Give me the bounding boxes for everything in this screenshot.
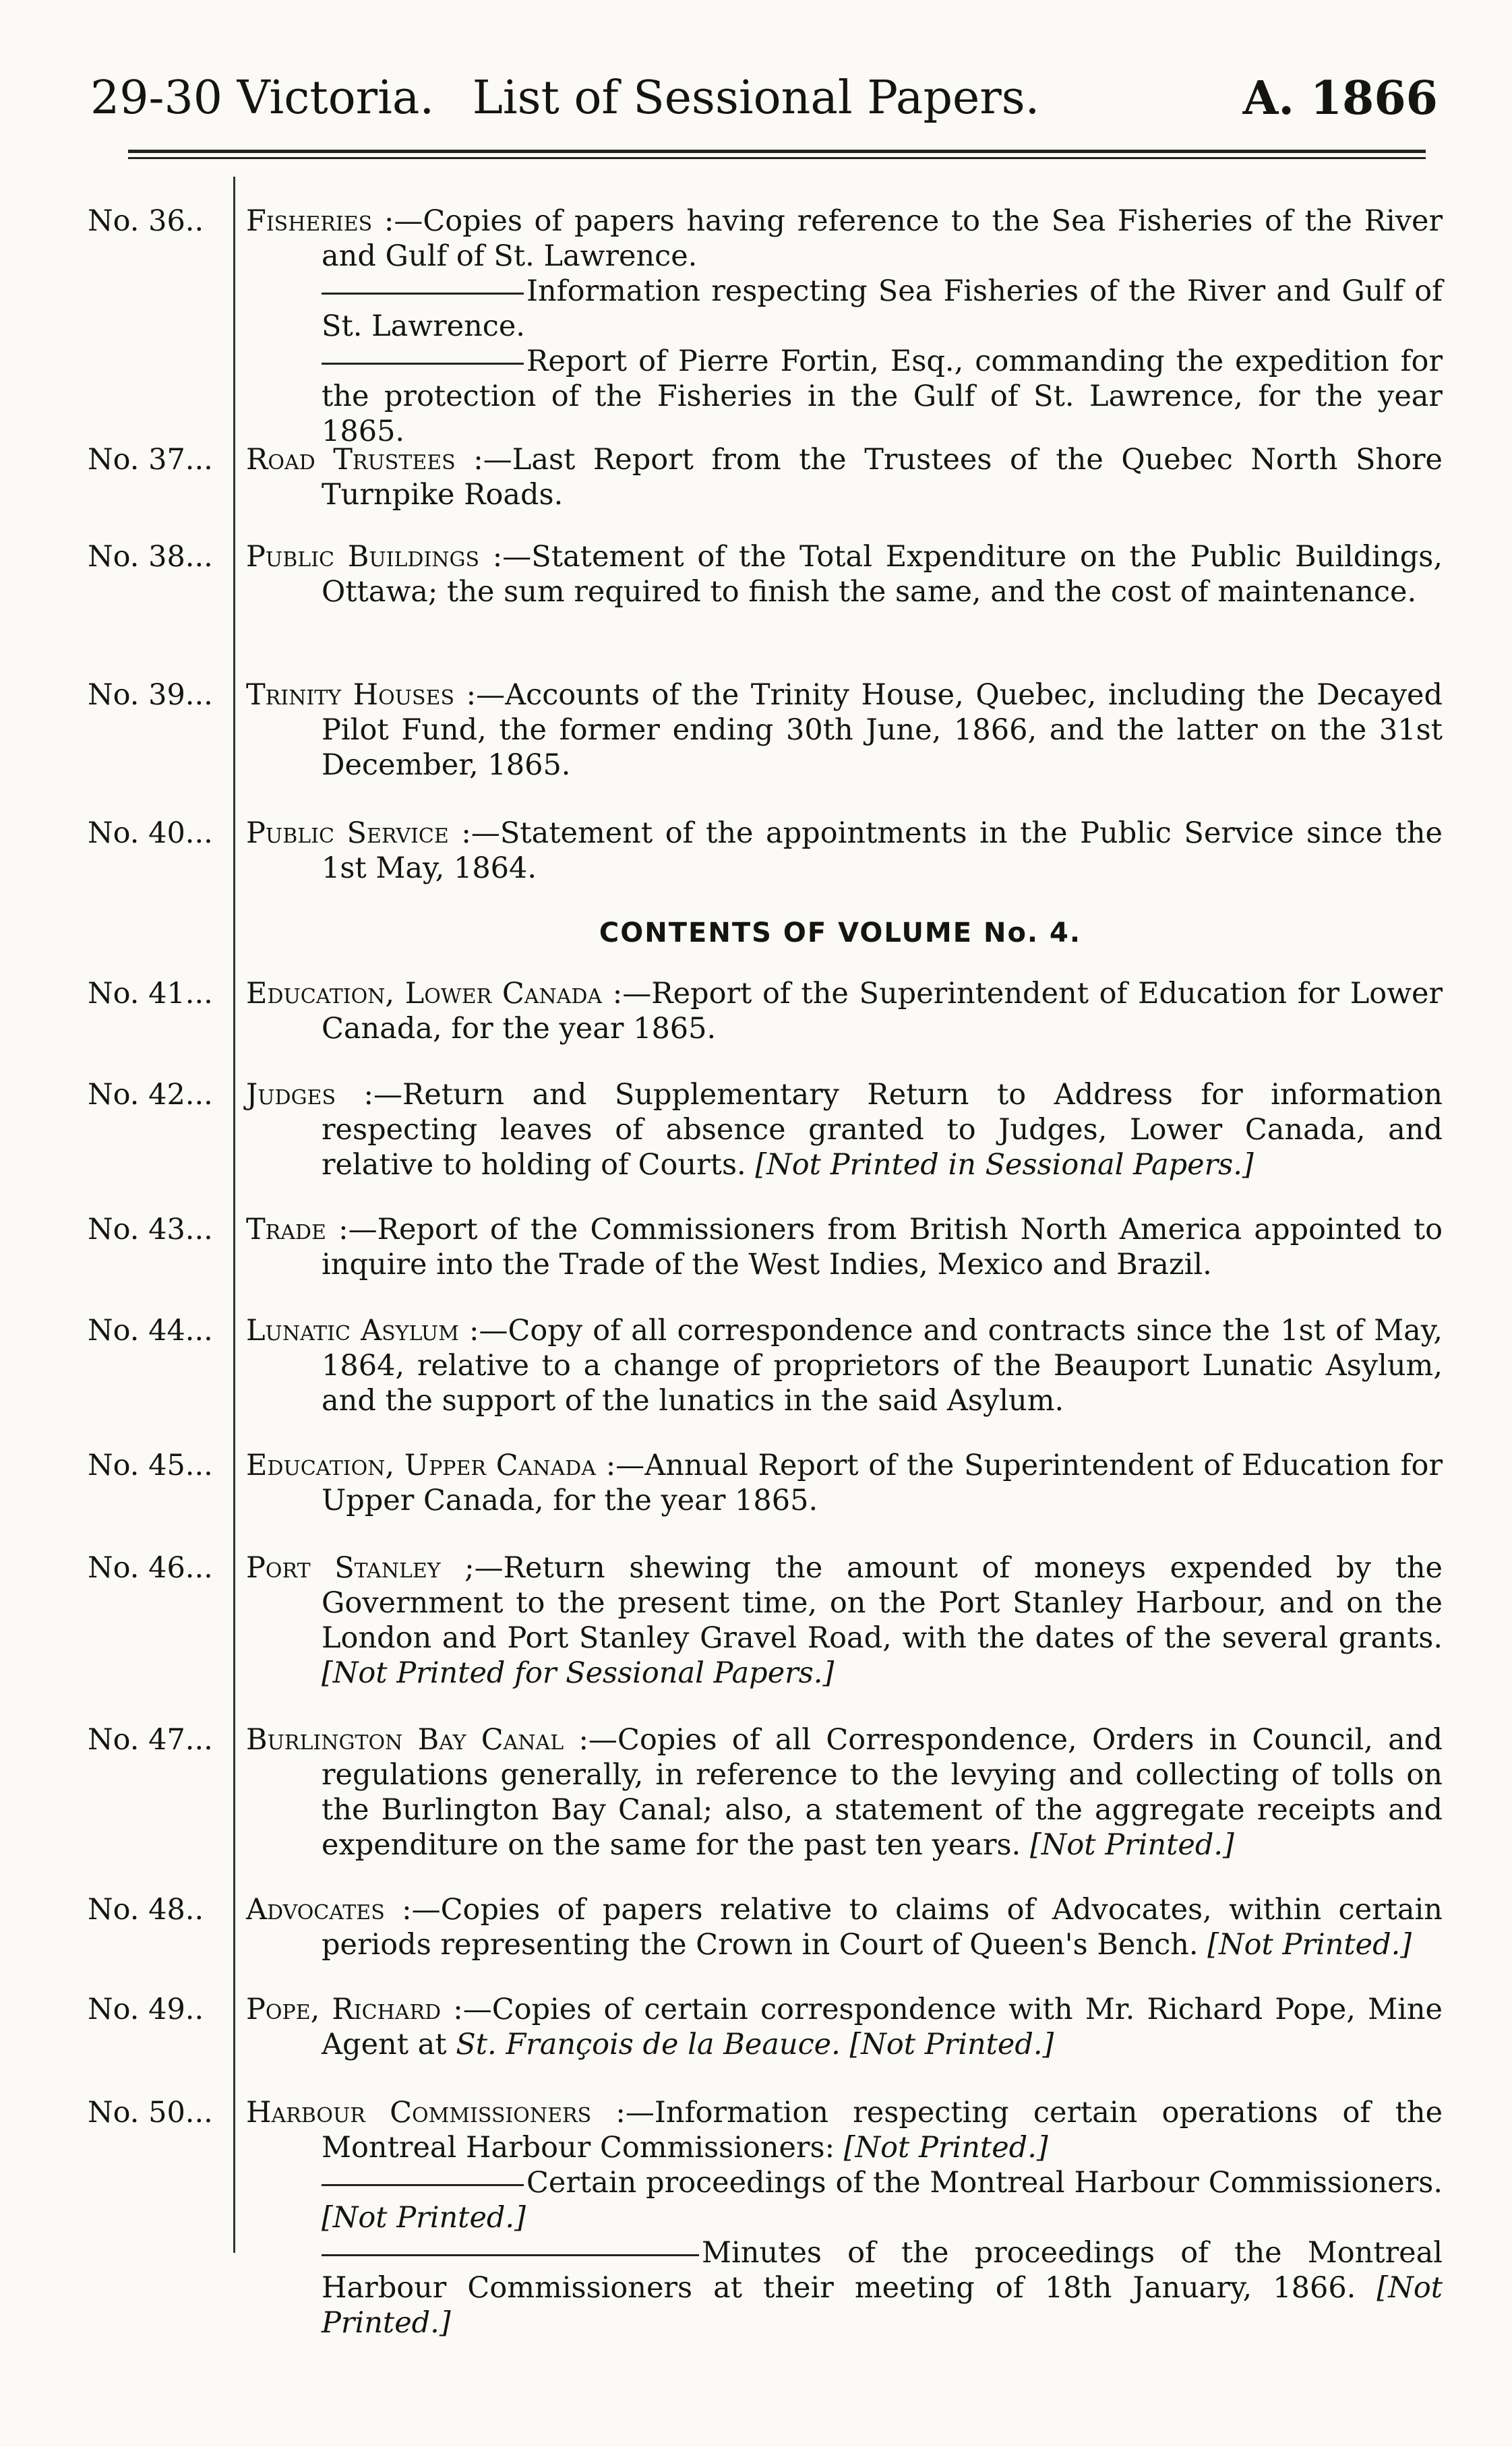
- entry-title: Public Buildings: [246, 540, 480, 574]
- entry-number: No. 47...: [88, 1723, 213, 1757]
- header-rule-thin: [128, 157, 1426, 159]
- entry-body: [246, 1077, 1443, 1182]
- entry-separator: :—: [591, 2096, 655, 2129]
- not-printed-note: [Not Printed for Sessional Papers.]: [322, 1656, 835, 1690]
- list-item-37: [88, 442, 1443, 512]
- entry-title: Advocates: [246, 1893, 385, 1927]
- entry-number: No. 43...: [88, 1213, 213, 1246]
- header-regnal-years: 29-30 Victoria.: [90, 71, 435, 125]
- entry-separator: :—: [372, 204, 423, 238]
- not-printed-note: [Not Printed.]: [849, 2028, 1054, 2061]
- entry-separator: :—: [454, 678, 506, 712]
- sub-text: Information respecting Sea Fisheries of the River and Gulf of St. Lawrence.: [322, 274, 1443, 343]
- entry-title: Trade: [246, 1213, 326, 1246]
- list-item-38: [88, 539, 1443, 609]
- entry-separator: :—: [602, 977, 652, 1010]
- entry-separator: :—: [455, 443, 512, 477]
- entry-separator: :—: [595, 1449, 645, 1482]
- entry-sub: [322, 344, 1443, 449]
- entry-text: Report of the Superintendent of Education for Lower Canada, for the year 1865.: [322, 977, 1443, 1046]
- entry-body: [246, 204, 1443, 449]
- entry-text: Return and Supplementary Return to Address for information respecting leaves of absence granted to Judges, Lower Canada, and relative to holding of Courts.: [322, 1078, 1443, 1182]
- list-item-43: [88, 1212, 1443, 1282]
- entry-text: Statement of the Total Expenditure on the Public Buildings, Ottawa; the sum required to finish the same, and the cost of maintenance.: [322, 540, 1443, 609]
- list-item-49: [88, 1992, 1443, 2062]
- not-printed-note: [Not Printed.]: [1207, 1928, 1412, 1962]
- entry-title: Education, Upper Canada: [246, 1449, 596, 1482]
- entry-title: Road Trustees: [246, 443, 456, 477]
- entry-text: Report of the Commissioners from British North America appointed to inquire into the Trade of the West Indies, Mexico and Brazil.: [322, 1213, 1443, 1281]
- entry-sub: [322, 2235, 1443, 2340]
- list-item-40: [88, 816, 1443, 886]
- entry-body: [246, 1550, 1443, 1691]
- entry-title: Public Service: [246, 816, 449, 850]
- entry-body: [246, 816, 1443, 886]
- entry-title: Lunatic Asylum: [246, 1314, 459, 1348]
- entry-number: No. 36..: [88, 204, 204, 238]
- not-printed-note: [Not Printed.]: [843, 2131, 1048, 2165]
- ditto-rule: [322, 2254, 699, 2256]
- entry-body: [246, 976, 1443, 1046]
- entry-separator: :—: [384, 1893, 441, 1927]
- entry-separator: :—: [336, 1078, 402, 1112]
- entry-text: Statement of the appointments in the Public Service since the 1st May, 1864.: [322, 816, 1443, 885]
- header-rule-thick: [128, 150, 1426, 153]
- ditto-rule: [322, 2184, 524, 2186]
- entry-number: No. 48..: [88, 1893, 204, 1927]
- not-printed-note: [Not Printed.]: [322, 2201, 526, 2235]
- entry-text: Copies of certain correspondence with Mr. Richard Pope, Mine Agent at: [322, 1993, 1443, 2061]
- not-printed-note: [Not Printed.]: [322, 2271, 1443, 2340]
- entry-body: [246, 1992, 1443, 2062]
- list-item-42: [88, 1077, 1443, 1182]
- header-year: A. 1866: [1242, 71, 1438, 125]
- entry-title: Fisheries: [246, 204, 373, 238]
- entry-body: [246, 1892, 1443, 1962]
- entry-sub: [322, 2165, 1443, 2235]
- list-item-39: [88, 677, 1443, 783]
- ditto-rule: [322, 293, 524, 295]
- list-item-41: [88, 976, 1443, 1046]
- entry-number: No. 38...: [88, 540, 213, 574]
- entry-sub: [322, 274, 1443, 344]
- entry-title: Education, Lower Canada: [246, 977, 603, 1010]
- list-item-36: [88, 204, 1443, 449]
- volume-contents-heading: CONTENTS OF VOLUME No. 4.: [599, 917, 1082, 948]
- not-printed-note: [Not Printed.]: [1029, 1828, 1234, 1862]
- not-printed-note: [Not Printed in Sessional Papers.]: [755, 1148, 1254, 1182]
- entry-separator: :—: [458, 1314, 508, 1348]
- entry-text: Copies of papers relative to claims of Advocates, within certain periods representing the Crown in Court of Queen's Bench.: [322, 1893, 1443, 1962]
- sub-text: Certain proceedings of the Montreal Harbour Commissioners.: [526, 2166, 1443, 2200]
- entry-number: No. 42...: [88, 1078, 213, 1112]
- entry-number: No. 46...: [88, 1551, 213, 1585]
- entry-body: [246, 539, 1443, 609]
- entry-text: Last Report from the Trustees of the Quebec North Shore Turnpike Roads.: [322, 443, 1443, 512]
- sub-text: Minutes of the proceedings of the Montreal Harbour Commissioners at their meeting of 18th January, 1866.: [322, 2236, 1443, 2305]
- entry-number: No. 50...: [88, 2096, 213, 2129]
- entry-number: No. 39...: [88, 678, 213, 712]
- entry-number: No. 37...: [88, 443, 213, 477]
- entry-text: Annual Report of the Superintendent of Education for Upper Canada, for the year 1865.: [322, 1449, 1443, 1517]
- entry-text: Accounts of the Trinity House, Quebec, including the Decayed Pilot Fund, the former ending 30th June, 1866, and the latter on the 31st December, 1865.: [322, 678, 1443, 782]
- entry-number: No. 45...: [88, 1449, 213, 1482]
- entry-title: Burlington Bay Canal: [246, 1723, 564, 1757]
- list-item-46: [88, 1550, 1443, 1691]
- entry-title: Trinity Houses: [246, 678, 454, 712]
- entry-title: Harbour Commissioners: [246, 2096, 592, 2129]
- entry-body: [246, 2095, 1443, 2340]
- entry-text: Copies of papers having reference to the Sea Fisheries of the River and Gulf of St. Lawrence.: [322, 204, 1443, 273]
- entry-body: [246, 1212, 1443, 1282]
- header-title: List of Sessional Papers.: [472, 71, 1040, 125]
- entry-separator: ;—: [440, 1551, 504, 1585]
- entry-separator: :—: [448, 816, 500, 850]
- list-item-44: [88, 1313, 1443, 1418]
- entry-text: Copies of all Correspondence, Orders in Council, and regulations generally, in reference to the levying and collecting of tolls on the Burlington Bay Canal; also, a statement of the aggregate receipts and expenditure on the same for the past ten years.: [322, 1723, 1443, 1862]
- entry-body: [246, 442, 1443, 512]
- entry-separator: :—: [326, 1213, 377, 1246]
- sub-text: Report of Pierre Fortin, Esq., commanding the expedition for the protection of the Fisheries in the Gulf of St. Lawrence, for the year 1865.: [322, 344, 1443, 448]
- entry-title: Port Stanley: [246, 1551, 441, 1585]
- entry-number: No. 44...: [88, 1314, 213, 1348]
- entry-title: Judges: [246, 1078, 336, 1112]
- entry-number: No. 40...: [88, 816, 213, 850]
- entry-separator: :—: [479, 540, 532, 574]
- entry-separator: :—: [564, 1723, 617, 1757]
- entry-number: No. 41...: [88, 977, 213, 1010]
- entry-text: Information respecting certain operations of the Montreal Harbour Commissioners:: [322, 2096, 1443, 2165]
- entry-body: [246, 677, 1443, 783]
- entry-body: [246, 1722, 1443, 1863]
- entry-body: [246, 1313, 1443, 1418]
- entry-text: Copy of all correspondence and contracts since the 1st of May, 1864, relative to a change of proprietors of the Beauport Lunatic Asylum, and the support of the lunatics in the said Asylum.: [322, 1314, 1443, 1418]
- entry-number: No. 49..: [88, 1993, 204, 2026]
- entry-text: Return shewing the amount of moneys expended by the Government to the present time, on the Port Stanley Harbour, and on the London and Port Stanley Gravel Road, with the dates of the several grants.: [322, 1551, 1443, 1655]
- ditto-rule: [322, 363, 524, 365]
- place-name: St. François de la Beauce.: [456, 2028, 841, 2061]
- entry-separator: :—: [441, 1993, 492, 2026]
- list-item-50: [88, 2095, 1443, 2340]
- list-item-48: [88, 1892, 1443, 1962]
- entry-title: Pope, Richard: [246, 1993, 442, 2026]
- entry-body: [246, 1448, 1443, 1518]
- list-item-45: [88, 1448, 1443, 1518]
- list-item-47: [88, 1722, 1443, 1863]
